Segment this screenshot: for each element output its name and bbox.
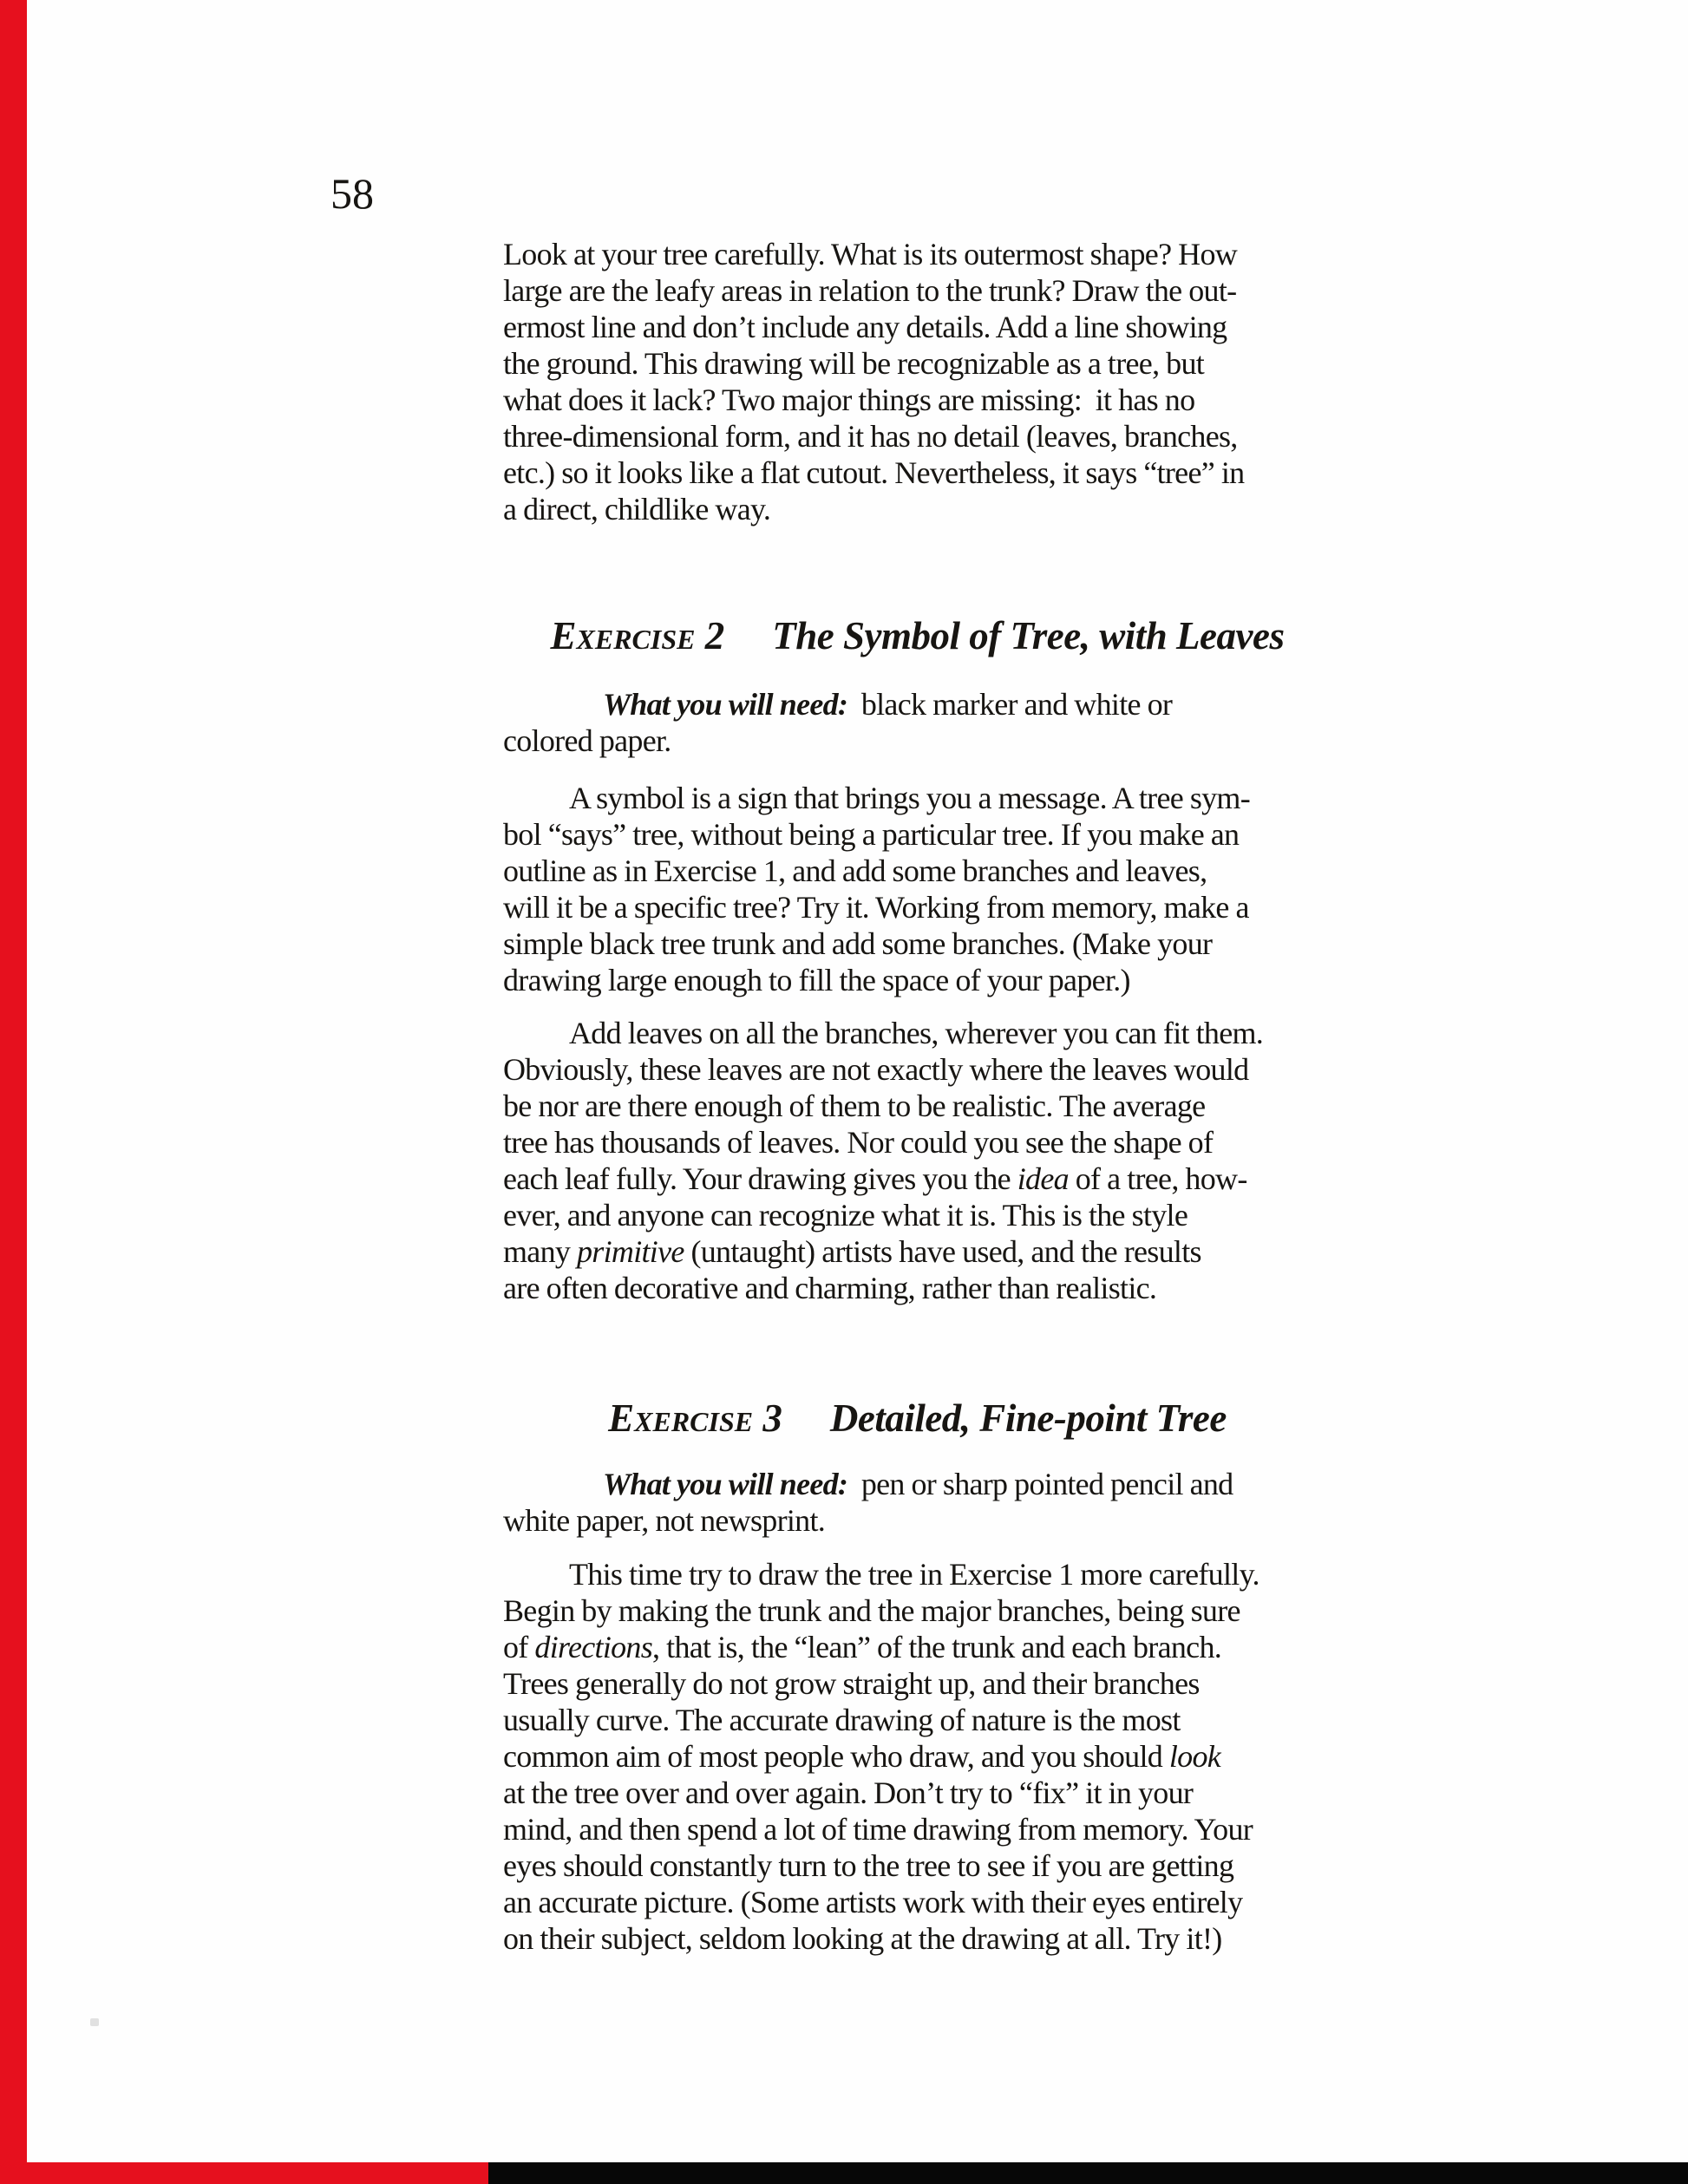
text-line: a direct, childlike way. [503,492,771,526]
text-line: three-dimensional form, and it has no detail (leaves, branches, [503,419,1238,454]
text-line: etc.) so it looks like a flat cutout. Nevertheless, it says “tree” in [503,455,1245,490]
text-line [503,1629,1331,1665]
text-line: This time try to draw the tree in Exercise 1 more carefully. [569,1557,1259,1592]
left-edge-red-stripe [0,0,27,2184]
exercise-2-paragraph-leaves [503,1015,1331,1306]
text-line: be nor are there enough of them to be realistic. The average [503,1089,1206,1123]
text-line: ever, and anyone can recognize what it is. This is the style [503,1198,1188,1233]
text-run: black marker and white or [847,687,1173,722]
text-run: common aim of most people who draw, and you should [503,1739,1169,1774]
exercise-3-kicker: Exercise 3 [608,1396,782,1440]
text-line [503,1161,1331,1197]
text-line: mind, and then spend a lot of time drawing from memory. Your [503,1812,1253,1847]
text-line: usually curve. The accurate drawing of nature is the most [503,1703,1181,1737]
text-line: at the tree over and over again. Don’t try to “fix” it in your [503,1775,1194,1810]
text-line: eyes should constantly turn to the tree to see if you are getting [503,1848,1234,1883]
text-line: drawing large enough to fill the space of your paper.) [503,963,1130,997]
text-line: ermost line and don’t include any details. Add a line showing [503,310,1227,344]
exercise-3-materials [503,1466,1331,1539]
text-line: outline as in Exercise 1, and add some branches and leaves, [503,853,1207,888]
text-run: of [503,1630,535,1664]
emphasis-run: idea [1017,1161,1069,1196]
text-line [503,1502,1331,1539]
emphasis-run: look [1168,1739,1221,1774]
scan-speck [90,2018,99,2026]
text-line: Look at your tree carefully. What is its outermost shape? How [503,237,1238,271]
text-line: are often decorative and charming, rather than realistic. [503,1271,1157,1305]
exercise-2-kicker: Exercise 2 [550,614,725,657]
text-run: many [503,1234,577,1269]
text-run: (untaught) artists have used, and the results [684,1234,1201,1269]
text-line: Add leaves on all the branches, wherever you can fit them. [569,1016,1264,1050]
text-line: on their subject, seldom looking at the drawing at all. Try it!) [503,1921,1222,1956]
text-run: of a tree, how- [1068,1161,1247,1196]
bottom-edge-black-stripe [488,2162,1688,2184]
emphasis-run: primitive [576,1234,684,1269]
emphasis-run: What you will need: [603,687,848,722]
text-line: simple black tree trunk and add some branches. (Make your [503,926,1213,961]
text-line [503,1466,1331,1502]
exercise-2-title: The Symbol of Tree, with Leaves [772,614,1285,657]
emphasis-run: What you will need: [603,1467,848,1501]
text-line [503,1233,1331,1270]
exercise-3-heading [503,1395,1331,1442]
text-line: an accurate picture. (Some artists work with their eyes entirely [503,1885,1243,1919]
text-line: what does it lack? Two major things are missing: it has no [503,383,1195,417]
exercise-2-materials [503,686,1331,759]
text-line: tree has thousands of leaves. Nor could you see the shape of [503,1125,1214,1160]
exercise-2-paragraph-symbol [503,780,1331,998]
text-line: will it be a specific tree? Try it. Working from memory, make a [503,890,1249,925]
page-number: 58 [330,169,374,218]
text-run: , that is, the “lean” of the trunk and each branch. [652,1630,1222,1664]
text-line: the ground. This drawing will be recognizable as a tree, but [503,346,1205,381]
text-line [503,686,1331,723]
text-run: each leaf fully. Your drawing gives you the [503,1161,1017,1196]
text-line: Trees generally do not grow straight up, and their branches [503,1666,1200,1701]
text-line [503,723,1331,759]
text-line: large are the leafy areas in relation to the trunk? Draw the out- [503,273,1237,308]
exercise-2-heading [503,612,1331,659]
text-line [503,1738,1331,1775]
text-line: bol “says” tree, without being a particular tree. If you make an [503,817,1240,852]
text-run: white paper, not newsprint. [503,1503,826,1538]
text-line: Obviously, these leaves are not exactly where the leaves would [503,1052,1249,1087]
emphasis-run: directions [534,1630,653,1664]
intro-paragraph [503,236,1331,527]
text-line: A symbol is a sign that brings you a message. A tree sym- [569,781,1251,815]
text-run: pen or sharp pointed pencil and [847,1467,1233,1501]
bottom-edge-red-stripe [0,2162,488,2184]
exercise-3-title: Detailed, Fine-point Tree [829,1396,1227,1440]
text-line: Begin by making the trunk and the major branches, being sure [503,1593,1240,1628]
text-run: colored paper. [503,723,671,758]
exercise-3-paragraph-detail [503,1556,1331,1957]
